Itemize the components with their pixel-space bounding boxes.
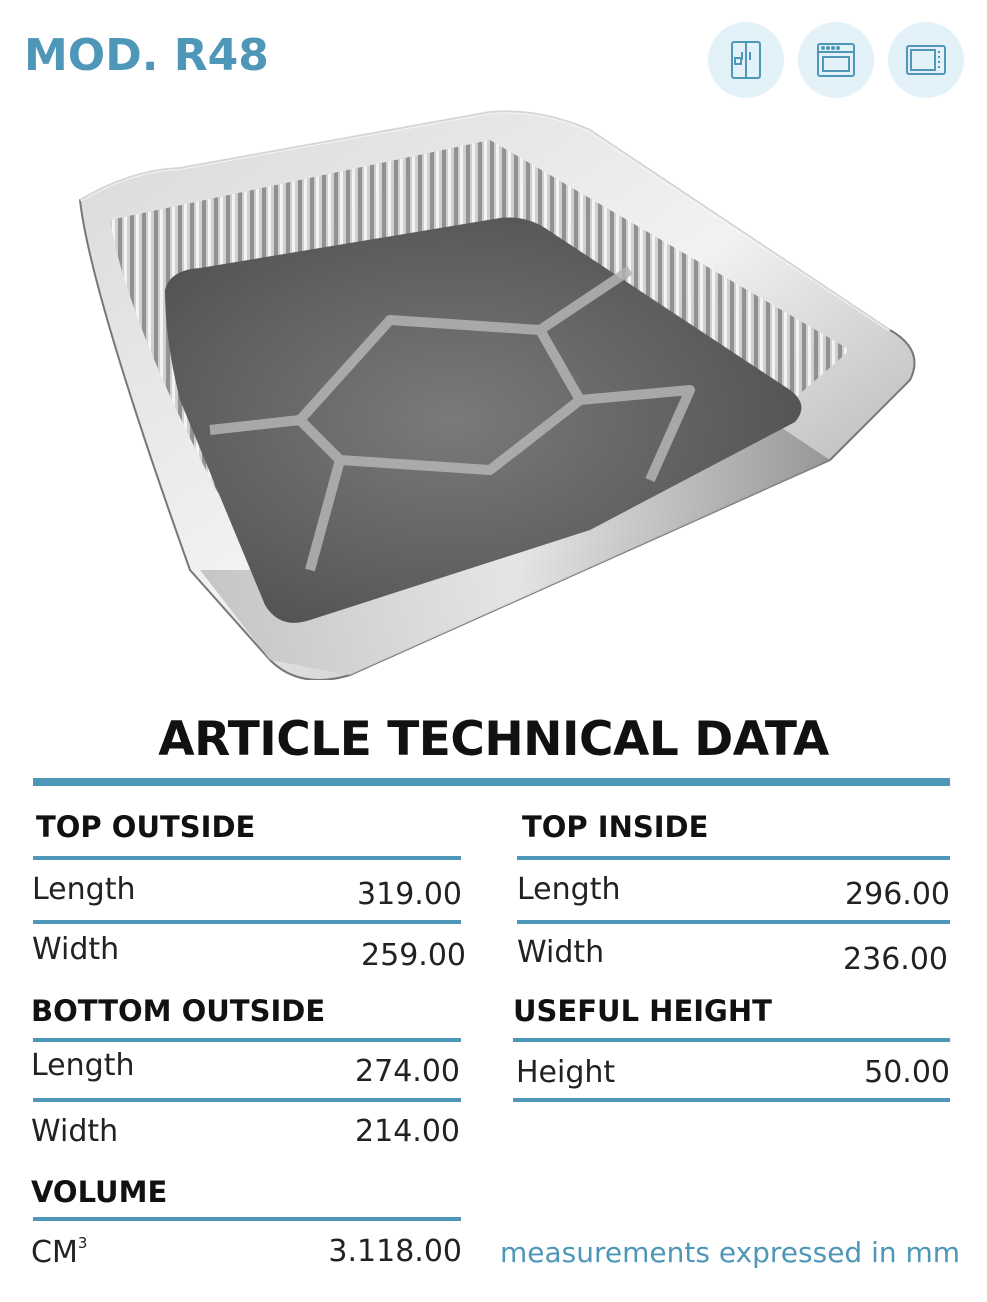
top-inside-width-label: Width (517, 935, 605, 970)
top-inside-width-value: 236.00 (843, 942, 948, 977)
bottom-outside-width-value: 214.00 (355, 1114, 460, 1149)
bottom-outside-length-value: 274.00 (355, 1054, 460, 1089)
bottom-outside-title: BOTTOM OUTSIDE (31, 994, 326, 1028)
bottom-outside-rule (33, 1038, 461, 1042)
top-outside-width-label: Width (32, 932, 120, 967)
bottom-outside-row-rule (33, 1098, 461, 1102)
useful-height-row-rule (513, 1098, 950, 1102)
top-inside-length-label: Length (517, 872, 621, 907)
useful-height-value: 50.00 (864, 1055, 950, 1090)
section-divider (33, 778, 950, 786)
microwave-icon (888, 22, 964, 98)
top-outside-rule (33, 856, 461, 860)
volume-title: VOLUME (31, 1175, 168, 1209)
top-outside-width-value: 259.00 (361, 938, 466, 973)
volume-unit-text: CM (31, 1235, 78, 1270)
oven-icon (798, 22, 874, 98)
volume-rule (33, 1217, 461, 1221)
section-title: ARTICLE TECHNICAL DATA (158, 712, 829, 767)
volume-unit-label (31, 1234, 87, 1270)
volume-unit-exponent: 3 (77, 1234, 88, 1252)
top-inside-title: TOP INSIDE (522, 810, 709, 844)
useful-height-label: Height (516, 1055, 616, 1090)
aluminium-tray-image (70, 100, 920, 680)
top-outside-title: TOP OUTSIDE (36, 810, 256, 844)
useful-height-title: USEFUL HEIGHT (513, 994, 772, 1028)
measurements-note: measurements expressed in mm (500, 1236, 961, 1269)
usage-icons (708, 22, 964, 98)
volume-value: 3.118.00 (328, 1234, 462, 1269)
top-inside-rule (517, 856, 950, 860)
bottom-outside-length-label: Length (31, 1048, 135, 1083)
top-outside-row-rule (33, 920, 461, 924)
useful-height-rule (513, 1038, 950, 1042)
top-outside-length-label: Length (32, 872, 136, 907)
bottom-outside-width-label: Width (31, 1114, 119, 1149)
model-title: MOD. R48 (24, 30, 269, 81)
top-inside-row-rule (517, 920, 950, 924)
top-inside-length-value: 296.00 (845, 877, 950, 912)
top-outside-length-value: 319.00 (357, 877, 462, 912)
refrigerator-icon (708, 22, 784, 98)
